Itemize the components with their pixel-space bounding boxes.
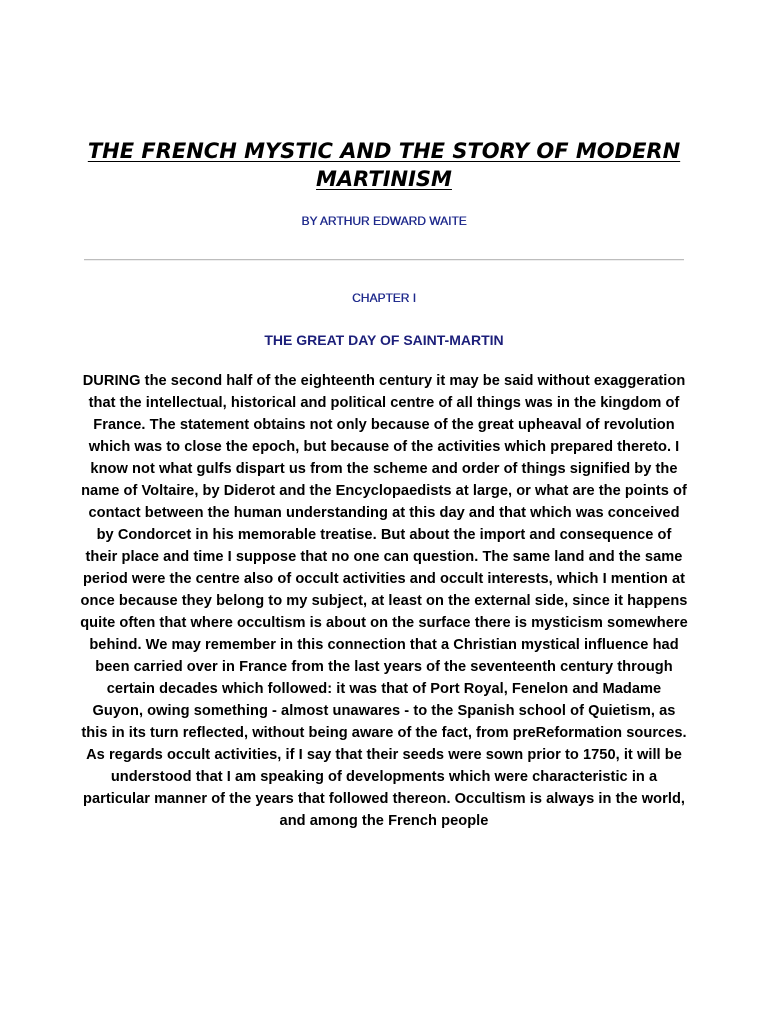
- horizontal-rule: [84, 259, 684, 261]
- paragraph-2: As regards occult activities, if I say that their seeds were sown prior to 1750, it will be understood that I am speaking of developments which were characteristic in a particular manner of the years that followed thereon. Occultism is always in the world, and among the French people: [82, 747, 686, 829]
- author-byline: BY ARTHUR EDWARD WAITE: [301, 214, 467, 228]
- document-title: THE FRENCH MYSTIC AND THE STORY OF MODERN MARTINISM: [87, 139, 681, 191]
- chapter-title: THE GREAT DAY OF SAINT-MARTIN: [264, 332, 504, 348]
- body-text: [80, 370, 688, 832]
- chapter-label: CHAPTER I: [351, 291, 416, 305]
- paragraph-1: DURING the second half of the eighteenth century it may be said without exaggeration that the intellectual, historical and political centre of all things was in the kingdom of France. The statement obtains not only because of the great upheaval of revolution which was to close the epoch, but because of the activities which prepared thereto. I know not what gulfs dispart us from the scheme and order of things signified by the name of Voltaire, by Diderot and the Encyclopaedists at large, or what are the points of contact between the human understanding at this day and that which was conceived by Condorcet in his memorable treatise. But about the import and consequence of their place and time I suppose that no one can question. The same land and the same period were the centre also of occult activities and occult interests, which I mention at once because they belong to my subject, at least on the external side, since it happens quite often that where occultism is about on the surface there is mysticism somewhere behind. We may remember in this connection that a Christian mystical influence had been carried over in France from the last years of the seventeenth century through certain decades which followed: it was that of Port Royal, Fenelon and Madame Guyon, owing something - almost unawares - to the Spanish school of Quietism, as this in its turn reflected, without being aware of the fact, from preReformation sources.: [80, 373, 688, 741]
